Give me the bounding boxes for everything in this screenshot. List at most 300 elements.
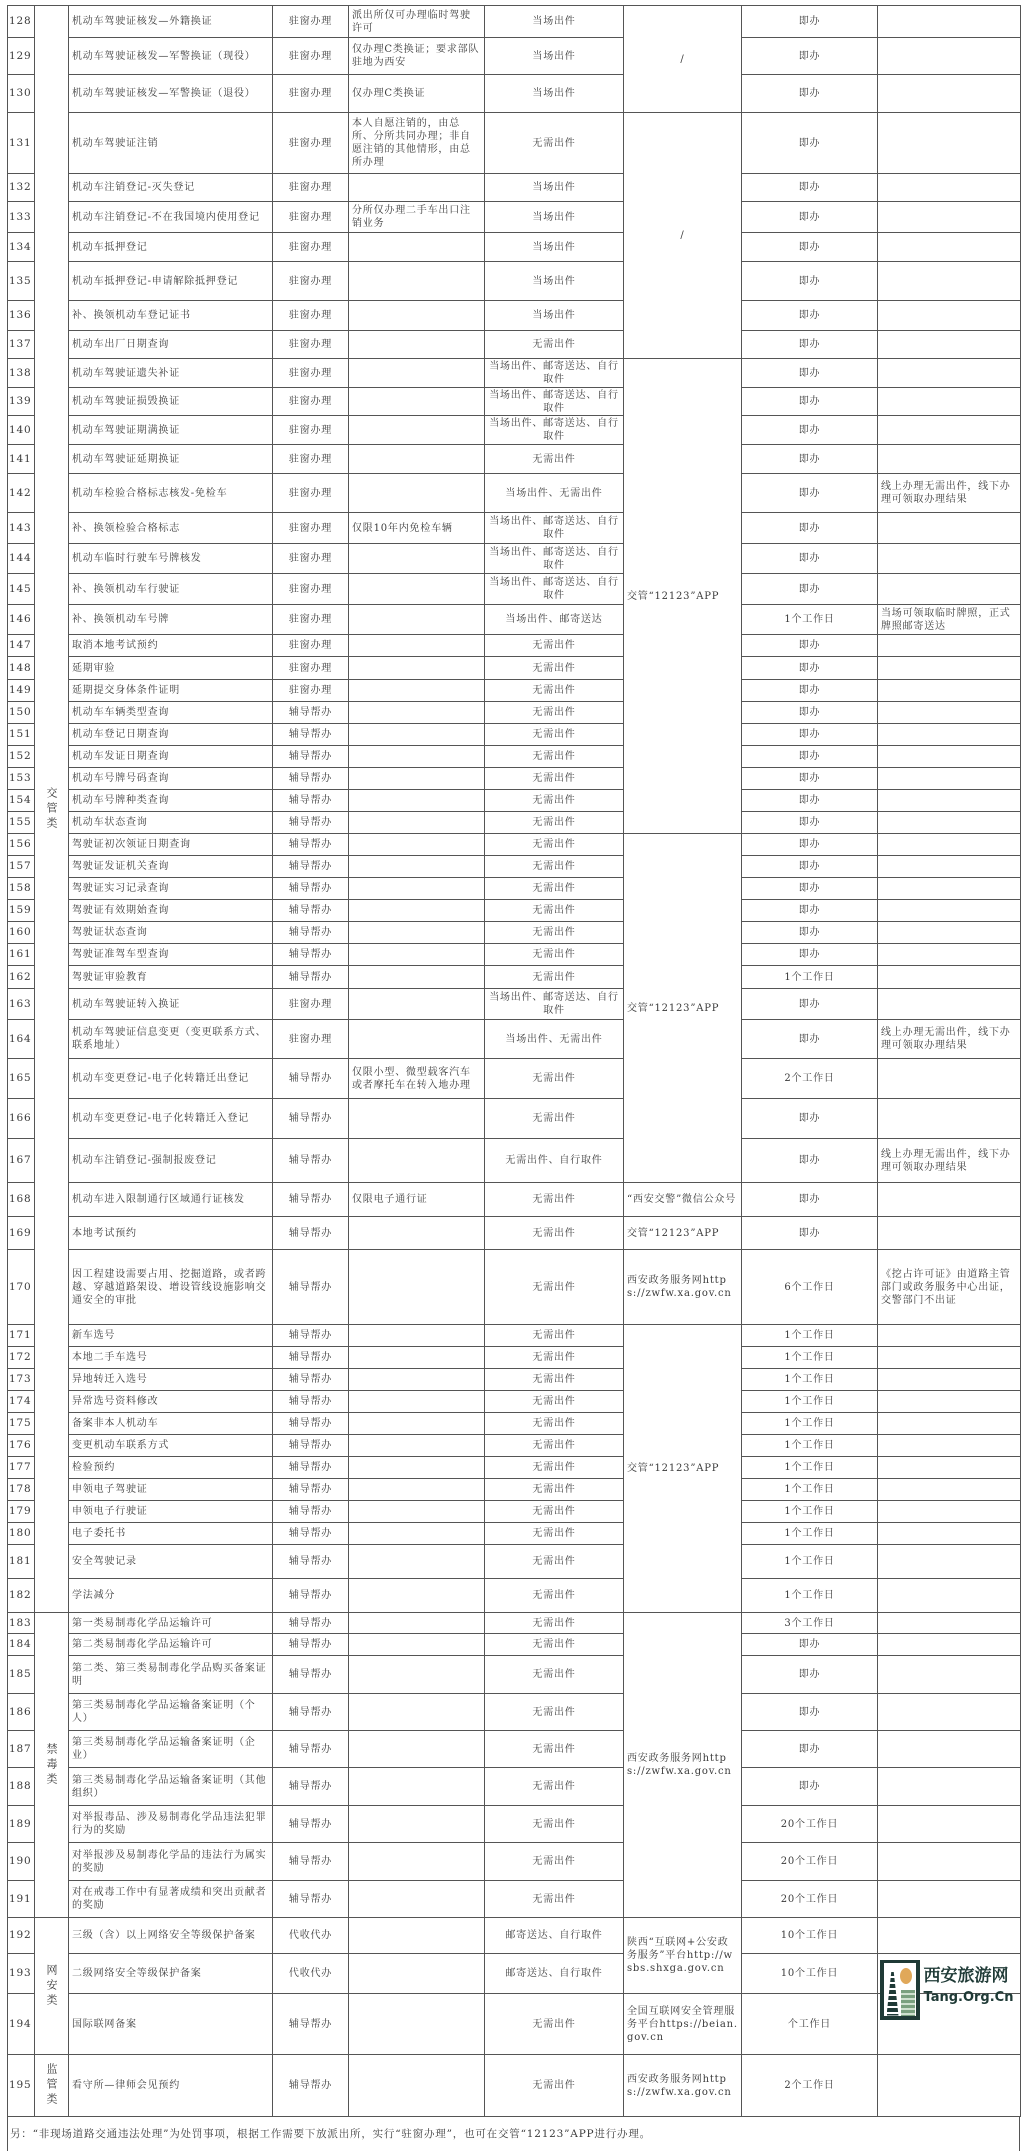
remark: [878, 445, 1021, 474]
table-row: [8, 75, 1021, 113]
handling-condition: [349, 1479, 485, 1501]
item-name: 机动车驾驶证信息变更（变更联系方式、联系地址）: [69, 1020, 273, 1059]
delivery-method: 无需出件: [485, 1523, 624, 1545]
item-name: 机动车变更登记-电子化转籍迁入登记: [69, 1099, 273, 1139]
handling-method: 辅导帮办: [273, 1545, 349, 1579]
item-name: 机动车号牌号码查询: [69, 768, 273, 790]
handling-condition: [349, 1806, 485, 1843]
processing-time: 即办: [742, 513, 878, 544]
handling-condition: [349, 1731, 485, 1768]
handling-condition: 本人自愿注销的，由总所、分所共同办理；非自愿注销的其他情形，由总所办理: [349, 113, 485, 174]
remark: [878, 966, 1021, 989]
item-name: 补、换领机动车行驶证: [69, 574, 273, 605]
item-number: 170: [8, 1250, 35, 1325]
processing-time: 1个工作日: [742, 1545, 878, 1579]
item-name: 机动车驾驶证核发—军警换证（现役）: [69, 38, 273, 75]
handling-condition: [349, 1843, 485, 1881]
table-row: [8, 2055, 1021, 2117]
remark: [878, 1694, 1021, 1731]
processing-time: 即办: [742, 544, 878, 574]
remark: [878, 331, 1021, 359]
processing-time: 即办: [742, 1139, 878, 1183]
item-name: 机动车号牌种类查询: [69, 790, 273, 812]
remark: 《挖占许可证》由道路主管部门或政务服务中心出证，交警部门不出证: [878, 1250, 1021, 1325]
delivery-method: 当场出件: [485, 233, 624, 262]
remark: [878, 1579, 1021, 1613]
handling-condition: [349, 657, 485, 680]
handling-condition: [349, 1413, 485, 1435]
handling-condition: 仅限10年内免检车辆: [349, 513, 485, 544]
remark: [878, 1501, 1021, 1523]
remark: [878, 262, 1021, 301]
handling-method: 辅导帮办: [273, 1843, 349, 1881]
handling-method: 驻窗办理: [273, 202, 349, 233]
handling-condition: [349, 1347, 485, 1369]
category-cell: [35, 2055, 69, 2117]
delivery-method: 当场出件、邮寄送达、自行取件: [485, 388, 624, 416]
processing-time: 2个工作日: [742, 2055, 878, 2117]
delivery-method: 当场出件、邮寄送达: [485, 605, 624, 635]
handling-condition: [349, 1435, 485, 1457]
table-row: [8, 790, 1021, 812]
handling-condition: [349, 1954, 485, 1994]
remark: [878, 38, 1021, 75]
table-row: [8, 1391, 1021, 1413]
table-row: [8, 812, 1021, 834]
item-name: 机动车发证日期查询: [69, 746, 273, 768]
handling-condition: [349, 944, 485, 966]
processing-time: 即办: [742, 262, 878, 301]
handling-condition: [349, 680, 485, 702]
remark: [878, 113, 1021, 174]
item-number: 153: [8, 768, 35, 790]
table-row: [8, 1656, 1021, 1694]
table-row: [8, 474, 1021, 513]
delivery-method: 无需出件: [485, 856, 624, 878]
item-name: 机动车临时行驶车号牌核发: [69, 544, 273, 574]
watermark-site: Tang.Org.Cn: [923, 1989, 1014, 2005]
table-row: [8, 635, 1021, 657]
item-number: 173: [8, 1369, 35, 1391]
handling-condition: 派出所仅可办理临时驾驶许可: [349, 6, 485, 38]
processing-time: 即办: [742, 944, 878, 966]
processing-time: 即办: [742, 680, 878, 702]
remark: [878, 1099, 1021, 1139]
item-name: 第二类易制毒化学品运输许可: [69, 1634, 273, 1656]
remark: [878, 1523, 1021, 1545]
table-row: [8, 544, 1021, 574]
item-name: 申领电子行驶证: [69, 1501, 273, 1523]
table-row: [8, 1325, 1021, 1347]
remark: [878, 75, 1021, 113]
remark: 线上办理无需出件，线下办理可领取办理结果: [878, 1020, 1021, 1059]
table-row: [8, 1183, 1021, 1217]
handling-method: 辅导帮办: [273, 878, 349, 900]
delivery-method: 无需出件: [485, 1656, 624, 1694]
item-name: 因工程建设需要占用、挖掘道路，或者跨越、穿越道路架设、增设管线设施影响交通安全的审批: [69, 1250, 273, 1325]
processing-time: 即办: [742, 416, 878, 445]
table-row: [8, 574, 1021, 605]
handling-method: 辅导帮办: [273, 812, 349, 834]
handling-method: 驻窗办理: [273, 416, 349, 445]
handling-method: 辅导帮办: [273, 1634, 349, 1656]
item-number: 150: [8, 702, 35, 724]
handling-method: 驻窗办理: [273, 1020, 349, 1059]
item-name: 延期审验: [69, 657, 273, 680]
item-number: 130: [8, 75, 35, 113]
delivery-method: 无需出件: [485, 1059, 624, 1099]
delivery-method: 无需出件: [485, 1217, 624, 1250]
remark: [878, 1656, 1021, 1694]
remark: [878, 202, 1021, 233]
delivery-method: 无需出件: [485, 1843, 624, 1881]
handling-condition: [349, 1918, 485, 1954]
item-number: 171: [8, 1325, 35, 1347]
processing-time: 即办: [742, 574, 878, 605]
handling-method: 辅导帮办: [273, 1217, 349, 1250]
delivery-method: 无需出件: [485, 1613, 624, 1634]
item-name: 取消本地考试预约: [69, 635, 273, 657]
item-name: 第三类易制毒化学品运输备案证明（其他组织）: [69, 1768, 273, 1806]
processing-time: 即办: [742, 359, 878, 388]
item-number: 189: [8, 1806, 35, 1843]
item-number: 137: [8, 331, 35, 359]
item-name: 延期提交身体条件证明: [69, 680, 273, 702]
delivery-method: 无需出件: [485, 1369, 624, 1391]
item-number: 149: [8, 680, 35, 702]
item-name: 第三类易制毒化学品运输备案证明（企业）: [69, 1731, 273, 1768]
delivery-method: 当场出件: [485, 262, 624, 301]
delivery-method: 当场出件: [485, 6, 624, 38]
processing-time: 个工作日: [742, 1994, 878, 2055]
delivery-method: 无需出件: [485, 680, 624, 702]
category-cell: [35, 1918, 69, 2055]
item-number: 134: [8, 233, 35, 262]
handling-method: 辅导帮办: [273, 834, 349, 856]
table-row: [8, 513, 1021, 544]
remark: [878, 878, 1021, 900]
processing-time: 20个工作日: [742, 1843, 878, 1881]
processing-time: 1个工作日: [742, 1325, 878, 1347]
remark: [878, 746, 1021, 768]
item-name: 备案非本人机动车: [69, 1413, 273, 1435]
delivery-method: 当场出件: [485, 38, 624, 75]
table-row: [8, 922, 1021, 944]
item-number: 191: [8, 1881, 35, 1918]
online-channel: /: [624, 6, 742, 113]
remark: [878, 301, 1021, 331]
handling-method: 辅导帮办: [273, 1413, 349, 1435]
processing-time: 即办: [742, 856, 878, 878]
handling-method: 辅导帮办: [273, 768, 349, 790]
remark: [878, 1347, 1021, 1369]
processing-time: 10个工作日: [742, 1954, 878, 1994]
handling-condition: [349, 1881, 485, 1918]
table-row: [8, 1020, 1021, 1059]
processing-time: 即办: [742, 1694, 878, 1731]
delivery-method: 无需出件: [485, 1457, 624, 1479]
delivery-method: 邮寄送达、自行取件: [485, 1918, 624, 1954]
table-row: [8, 900, 1021, 922]
item-number: 157: [8, 856, 35, 878]
online-channel: 全国互联网安全管理服务平台https://beian.gov.cn: [624, 1994, 742, 2055]
processing-time: 即办: [742, 113, 878, 174]
processing-time: 即办: [742, 834, 878, 856]
item-number: 182: [8, 1579, 35, 1613]
item-name: 二级网络安全等级保护备案: [69, 1954, 273, 1994]
handling-condition: [349, 834, 485, 856]
processing-time: 1个工作日: [742, 605, 878, 635]
handling-condition: [349, 262, 485, 301]
category-label: 网安类: [45, 1963, 58, 2009]
item-number: 142: [8, 474, 35, 513]
item-name: 机动车注销登记-不在我国境内使用登记: [69, 202, 273, 233]
delivery-method: 无需出件: [485, 1579, 624, 1613]
online-channel: “西安交警”微信公众号: [624, 1183, 742, 1217]
handling-condition: [349, 900, 485, 922]
handling-method: 辅导帮办: [273, 1806, 349, 1843]
item-number: 195: [8, 2055, 35, 2117]
handling-condition: [349, 1994, 485, 2055]
item-number: 158: [8, 878, 35, 900]
handling-method: 辅导帮办: [273, 1059, 349, 1099]
item-name: 变更机动车联系方式: [69, 1435, 273, 1457]
handling-method: 辅导帮办: [273, 702, 349, 724]
handling-method: 辅导帮办: [273, 1479, 349, 1501]
handling-condition: [349, 1391, 485, 1413]
processing-time: 10个工作日: [742, 1918, 878, 1954]
handling-condition: [349, 922, 485, 944]
processing-time: 即办: [742, 702, 878, 724]
handling-method: 辅导帮办: [273, 1391, 349, 1413]
delivery-method: 无需出件: [485, 1183, 624, 1217]
item-name: 异常选号资料修改: [69, 1391, 273, 1413]
item-number: 190: [8, 1843, 35, 1881]
table-row: [8, 1369, 1021, 1391]
online-channel: 交管“12123”APP: [624, 1325, 742, 1613]
item-name: 本地考试预约: [69, 1217, 273, 1250]
item-name: 机动车车辆类型查询: [69, 702, 273, 724]
processing-time: 即办: [742, 1656, 878, 1694]
handling-method: 辅导帮办: [273, 1435, 349, 1457]
delivery-method: 当场出件、邮寄送达、自行取件: [485, 513, 624, 544]
item-number: 185: [8, 1656, 35, 1694]
delivery-method: 无需出件: [485, 1881, 624, 1918]
table-row: [8, 6, 1021, 38]
table-row: [8, 1954, 1021, 1994]
item-name: 申领电子驾驶证: [69, 1479, 273, 1501]
item-name: 本地二手车选号: [69, 1347, 273, 1369]
delivery-method: 无需出件: [485, 812, 624, 834]
handling-condition: [349, 416, 485, 445]
delivery-method: 无需出件: [485, 790, 624, 812]
delivery-method: 无需出件: [485, 1806, 624, 1843]
item-number: 144: [8, 544, 35, 574]
item-number: 146: [8, 605, 35, 635]
handling-condition: [349, 1457, 485, 1479]
remark: [878, 1059, 1021, 1099]
handling-method: 辅导帮办: [273, 1139, 349, 1183]
item-name: 补、换领机动车号牌: [69, 605, 273, 635]
item-name: 对举报毒品、涉及易制毒化学品违法犯罪行为的奖励: [69, 1806, 273, 1843]
item-number: 164: [8, 1020, 35, 1059]
delivery-method: 无需出件: [485, 878, 624, 900]
handling-condition: [349, 768, 485, 790]
table-row: [8, 388, 1021, 416]
handling-method: 辅导帮办: [273, 1347, 349, 1369]
handling-method: 驻窗办理: [273, 989, 349, 1020]
delivery-method: 当场出件、无需出件: [485, 474, 624, 513]
handling-method: 驻窗办理: [273, 75, 349, 113]
handling-condition: [349, 1545, 485, 1579]
item-number: 169: [8, 1217, 35, 1250]
handling-condition: 仅办理C类换证；要求部队驻地为西安: [349, 38, 485, 75]
remark: [878, 574, 1021, 605]
handling-method: 辅导帮办: [273, 900, 349, 922]
handling-method: 辅导帮办: [273, 1731, 349, 1768]
remark: [878, 702, 1021, 724]
remark: [878, 856, 1021, 878]
item-number: 177: [8, 1457, 35, 1479]
online-channel: 西安政务服务网https://zwfw.xa.gov.cn: [624, 1250, 742, 1325]
handling-method: 辅导帮办: [273, 1250, 349, 1325]
item-number: 140: [8, 416, 35, 445]
item-name: 机动车出厂日期查询: [69, 331, 273, 359]
processing-time: 1个工作日: [742, 1479, 878, 1501]
processing-time: 即办: [742, 768, 878, 790]
delivery-method: 无需出件: [485, 1545, 624, 1579]
handling-method: 辅导帮办: [273, 1656, 349, 1694]
processing-time: 即办: [742, 174, 878, 202]
online-channel: 西安政务服务网https://zwfw.xa.gov.cn: [624, 1613, 742, 1918]
item-number: 172: [8, 1347, 35, 1369]
remark: [878, 944, 1021, 966]
handling-condition: [349, 1369, 485, 1391]
item-number: 160: [8, 922, 35, 944]
online-channel: 陕西“互联网+公安政务服务”平台http://wsbs.shxga.gov.cn: [624, 1918, 742, 1994]
item-number: 165: [8, 1059, 35, 1099]
handling-method: 辅导帮办: [273, 966, 349, 989]
item-number: 161: [8, 944, 35, 966]
table-row: [8, 1768, 1021, 1806]
item-name: 机动车注销登记-灭失登记: [69, 174, 273, 202]
processing-time: 即办: [742, 657, 878, 680]
table-row: [8, 746, 1021, 768]
handling-condition: [349, 1217, 485, 1250]
item-name: 机动车变更登记-电子化转籍迁出登记: [69, 1059, 273, 1099]
online-channel: 交管“12123”APP: [624, 1217, 742, 1250]
processing-time: 即办: [742, 38, 878, 75]
online-channel: 交管“12123”APP: [624, 359, 742, 834]
processing-time: 1个工作日: [742, 1457, 878, 1479]
processing-time: 即办: [742, 724, 878, 746]
item-number: 135: [8, 262, 35, 301]
remark: [878, 544, 1021, 574]
table-row: [8, 1806, 1021, 1843]
delivery-method: 无需出件: [485, 944, 624, 966]
processing-time: 即办: [742, 635, 878, 657]
remark: [878, 1435, 1021, 1457]
delivery-method: 无需出件: [485, 1768, 624, 1806]
delivery-method: 邮寄送达、自行取件: [485, 1954, 624, 1994]
item-number: 184: [8, 1634, 35, 1656]
handling-method: 驻窗办理: [273, 331, 349, 359]
remark: [878, 680, 1021, 702]
table-row: [8, 331, 1021, 359]
table-row: [8, 113, 1021, 174]
delivery-method: 当场出件: [485, 174, 624, 202]
handling-method: 驻窗办理: [273, 544, 349, 574]
table-row: [8, 724, 1021, 746]
handling-condition: [349, 359, 485, 388]
delivery-method: 无需出件: [485, 2055, 624, 2117]
item-number: 168: [8, 1183, 35, 1217]
processing-time: 20个工作日: [742, 1881, 878, 1918]
handling-method: 驻窗办理: [273, 359, 349, 388]
delivery-method: 无需出件: [485, 1099, 624, 1139]
item-name: 国际联网备案: [69, 1994, 273, 2055]
handling-method: 驻窗办理: [273, 657, 349, 680]
table-row: [8, 1217, 1021, 1250]
remark: [878, 2055, 1021, 2117]
processing-time: 即办: [742, 1217, 878, 1250]
delivery-method: 当场出件: [485, 75, 624, 113]
item-number: 136: [8, 301, 35, 331]
handling-method: 辅导帮办: [273, 2055, 349, 2117]
processing-time: 即办: [742, 1020, 878, 1059]
tower-icon: [901, 1990, 915, 2016]
handling-method: 驻窗办理: [273, 6, 349, 38]
table-row: [8, 856, 1021, 878]
table-row: [8, 944, 1021, 966]
handling-condition: [349, 724, 485, 746]
remark: [878, 1806, 1021, 1843]
handling-condition: [349, 790, 485, 812]
delivery-method: 无需出件: [485, 768, 624, 790]
item-name: 补、换领机动车登记证书: [69, 301, 273, 331]
item-number: 176: [8, 1435, 35, 1457]
processing-time: 即办: [742, 878, 878, 900]
processing-time: 即办: [742, 1183, 878, 1217]
processing-time: 即办: [742, 445, 878, 474]
remark: [878, 657, 1021, 680]
handling-method: 驻窗办理: [273, 174, 349, 202]
table-row: [8, 1479, 1021, 1501]
handling-method: 驻窗办理: [273, 388, 349, 416]
handling-method: 代收代办: [273, 1918, 349, 1954]
processing-time: 即办: [742, 301, 878, 331]
item-name: 机动车驾驶证延期换证: [69, 445, 273, 474]
remark: [878, 812, 1021, 834]
remark: 当场可领取临时牌照，正式牌照邮寄送达: [878, 605, 1021, 635]
handling-method: 驻窗办理: [273, 474, 349, 513]
handling-method: 辅导帮办: [273, 1579, 349, 1613]
table-row: [8, 1994, 1021, 2055]
delivery-method: 无需出件: [485, 1731, 624, 1768]
handling-method: 辅导帮办: [273, 1183, 349, 1217]
delivery-method: 当场出件、邮寄送达、自行取件: [485, 574, 624, 605]
remark: [878, 1479, 1021, 1501]
remark: [878, 724, 1021, 746]
table-row: [8, 233, 1021, 262]
processing-time: 1个工作日: [742, 1579, 878, 1613]
delivery-method: 无需出件: [485, 635, 624, 657]
item-name: 第二类、第三类易制毒化学品购买备案证明: [69, 1656, 273, 1694]
handling-method: 辅导帮办: [273, 922, 349, 944]
delivery-method: 当场出件、邮寄送达、自行取件: [485, 989, 624, 1020]
handling-condition: [349, 2055, 485, 2117]
delivery-method: 无需出件: [485, 724, 624, 746]
